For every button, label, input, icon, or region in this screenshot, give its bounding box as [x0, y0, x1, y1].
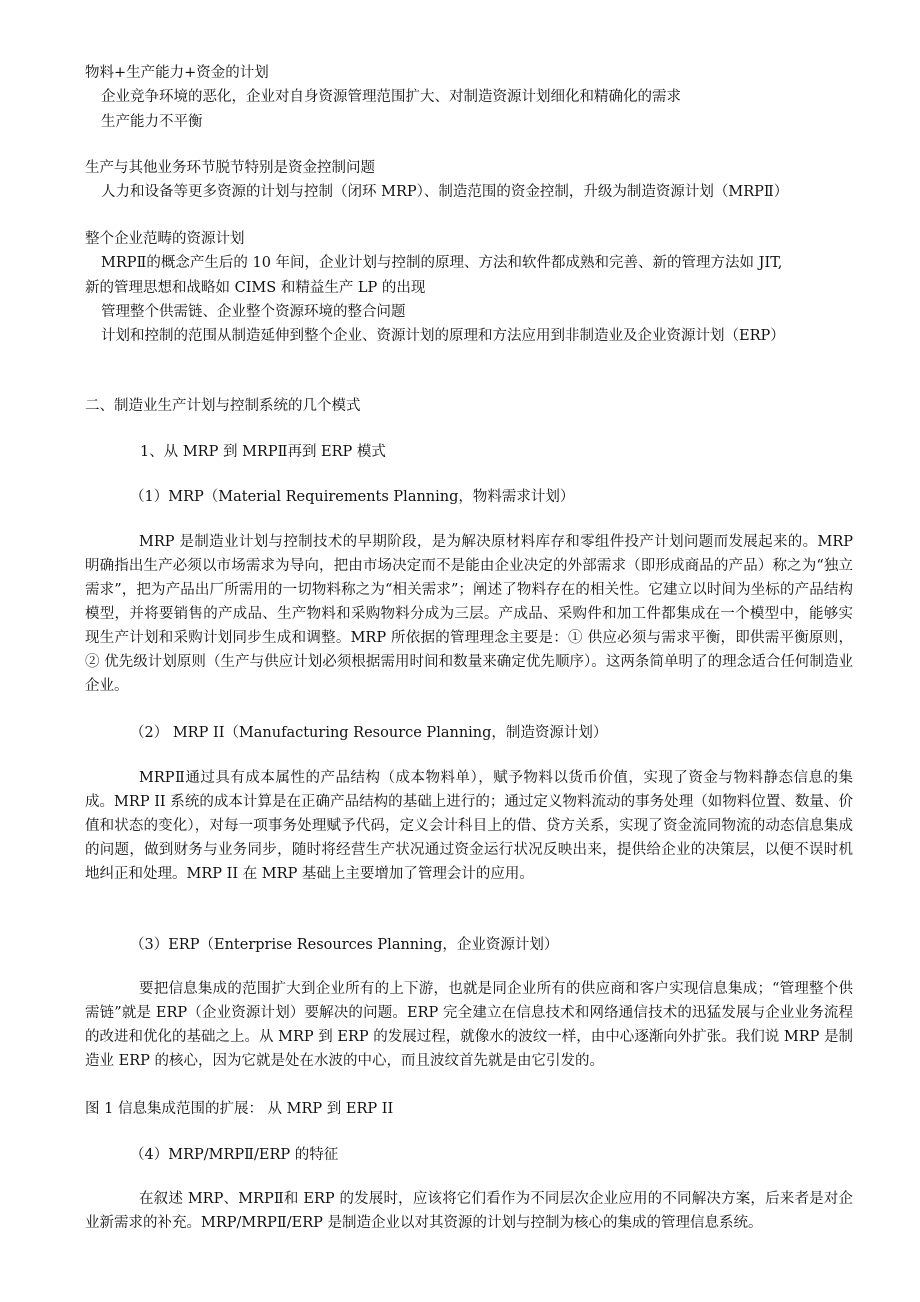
item-heading: （4）MRP/MRPⅡ/ERP 的特征 — [130, 1147, 339, 1163]
text-line: 新的管理思想和战略如 CIMS 和精益生产 LP 的出现 — [85, 280, 426, 296]
section-heading: 二、制造业生产计划与控制系统的几个模式 — [85, 398, 361, 414]
item-heading: （1）MRP（Material Requirements Planning，物料需求计划） — [130, 489, 575, 505]
text-line: 物料+生产能力+资金的计划 — [85, 65, 269, 81]
paragraph: 在叙述 MRP、MRPⅡ和 ERP 的发展时，应该将它们看作为不同层次企业应用的不同解决方案，后来者是对企业新需求的补充。MRP/MRPⅡ/ERP 是制造企业以对其资源的计划与控制为核心的集成的管理信息系统。 — [85, 1191, 853, 1231]
paragraph: MRP 是制造业计划与控制技术的早期阶段，是为解决原材料库存和零组件投产计划问题而发展起来的。MRP 明确指出生产必须以市场需求为导向，把由市场决定而不是能由企业决定的外部需求（即形成商品的产品）称之为“独立需求”，把为产品出厂所需用的一切物料称之为“相关需求”；阐述了物料存在的相关性。它建立以时间为坐标的产品结构模型，并将要销售的产成品、生产物料和采购物料分成为三层。产成品、采购件和加工件都集成在一个模型中，能够实现生产计划和采购计划同步生成和调整。MRP 所依据的管理理念主要是：① 供应必须与需求平衡，即供需平衡原则， ② 优先级计划原则（生产与供应计划必须根据需用时间和数量来确定优先顺序）。这两条简单明了的理念适合任何制造业企业。 — [85, 534, 853, 694]
text-line: 整个企业范畴的资源计划 — [85, 231, 245, 247]
text-line: 企业竞争环境的恶化，企业对自身资源管理范围扩大、对制造资源计划细化和精确化的需求 — [101, 89, 681, 105]
figure-caption: 图 1 信息集成范围的扩展： 从 MRP 到 ERP II — [85, 1101, 394, 1117]
text-line: 人力和设备等更多资源的计划与控制（闭环 MRP）、制造范围的资金控制，升级为制造资源计划（MRPⅡ） — [101, 184, 789, 200]
text-line: 计划和控制的范围从制造延伸到整个企业、资源计划的原理和方法应用到非制造业及企业资源计划（ERP） — [101, 328, 785, 344]
subsection-heading: 1、从 MRP 到 MRPⅡ再到 ERP 模式 — [140, 444, 386, 460]
item-heading: （2） MRP II（Manufacturing Resource Planning，制造资源计划） — [130, 725, 608, 741]
text-line: 生产能力不平衡 — [101, 114, 203, 130]
text-line: 管理整个供需链、企业整个资源环境的整合问题 — [101, 304, 406, 320]
text-line: 生产与其他业务环节脱节特别是资金控制问题 — [85, 160, 375, 176]
text-line: MRPⅡ的概念产生后的 10 年间，企业计划与控制的原理、方法和软件都成熟和完善、新的管理方法如 JIT, — [101, 255, 783, 271]
paragraph: MRPⅡ通过具有成本属性的产品结构（成本物料单），赋予物料以货币价值，实现了资金与物料静态信息的集成。MRP II 系统的成本计算是在正确产品结构的基础上进行的；通过定义物料流动的事务处理（如物料位置、数量、价值和状态的变化），对每一项事务处理赋予代码，定义会计科目上的借、贷方关系，实现了资金流同物流的动态信息集成的问题，做到财务与业务同步，随时将经营生产状况通过资金运行状况反映出来，提供给企业的决策层，以便不误时机地纠正和处理。MRP II 在 MRP 基础上主要增加了管理会计的应用。 — [85, 770, 853, 882]
paragraph: 要把信息集成的范围扩大到企业所有的上下游，也就是同企业所有的供应商和客户实现信息集成；“管理整个供需链”就是 ERP（企业资源计划）要解决的问题。ERP 完全建立在信息技术和网络通信技术的迅猛发展与企业业务流程的改进和优化的基础之上。从 MRP 到 ERP 的发展过程，就像水的波纹一样，由中心逐渐向外扩张。我们说 MRP 是制造业 ERP 的核心，因为它就是处在水波的中心，而且波纹首先就是由它引发的。 — [85, 981, 853, 1069]
item-heading: （3）ERP（Enterprise Resources Planning，企业资源计划） — [130, 937, 559, 953]
